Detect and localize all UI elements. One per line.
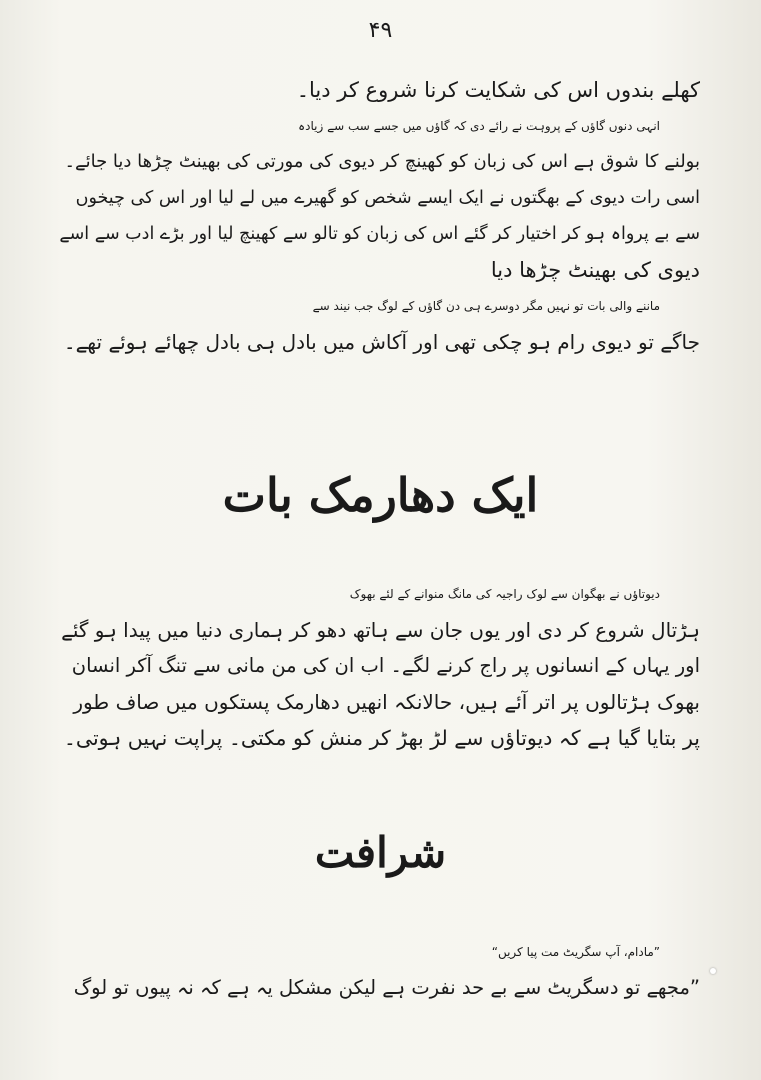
paragraph-line: کھلے بندوں اس کی شکایت کرنا شروع کر دیا۔ xyxy=(296,78,700,102)
paragraph-line: ماننے والی بات تو نہیں مگر دوسرے ہی دن گاؤں کے لوگ جب نیند سے xyxy=(312,299,660,313)
paragraph-line: انہی دنوں گاؤں کے پروہت نے رائے دی کہ گاؤں میں جسے سب سے زیادہ xyxy=(298,119,660,133)
section-heading-sharafat: شرافت xyxy=(314,828,447,877)
section-heading-dharmik-baat: ایک دھارمک بات xyxy=(222,468,539,522)
section-dharmik-baat xyxy=(60,576,700,756)
paragraph-line: سے بے پرواہ ہو کر اختیار کر گئے اس کی زبان کو تالو سے کھینچ لیا اور بڑے ادب سے اسے xyxy=(59,224,700,244)
paper-speck xyxy=(710,968,716,974)
section-zaban-story xyxy=(60,72,700,360)
paragraph-line: دیوتاؤں نے بھگوان سے لوک راجیہ کی مانگ منوانے کے لئے بھوک xyxy=(349,587,660,601)
paragraph-line: پر بتایا گیا ہے کہ دیوتاؤں سے لڑ بھڑ کر منش کو مکتی۔ پراپت نہیں ہوتی۔ xyxy=(63,726,700,750)
page-number: ۴۹ xyxy=(368,18,393,43)
paragraph-line: جاگے تو دیوی رام ہو چکی تھی اور آکاش میں بادل ہی بادل چھائے ہوئے تھے۔ xyxy=(63,330,700,354)
paragraph-line: ہڑتال شروع کر دی اور یوں جان سے ہاتھ دھو کر ہماری دنیا میں پیدا ہو گئے xyxy=(61,618,700,642)
section-sharafat xyxy=(60,934,700,1006)
paragraph-line: دیوی کی بھینٹ چڑھا دیا xyxy=(490,258,700,282)
paragraph-line: اسی رات دیوی کے بھگتوں نے ایک ایسے شخص کو گھیرے میں لے لیا اور اس کی چیخوں xyxy=(75,188,700,208)
dialogue-line: ”مادام، آپ سگریٹ مت پیا کریں“ xyxy=(491,945,660,959)
paragraph-line: بولنے کا شوق ہے اس کی زبان کو کھینچ کر دیوی کی مورتی کی بھینٹ چڑھا دیا جائے۔ xyxy=(64,151,700,172)
paragraph-line: بھوک ہڑتالوں پر اتر آئے ہیں، حالانکہ انھیں دھارمک پستکوں میں صاف طور xyxy=(73,690,700,714)
paragraph-line: اور یہاں کے انسانوں پر راج کرنے لگے۔ اب ان کی من مانی سے تنگ آکر انسان xyxy=(71,654,700,677)
dialogue-line: ”مجھے تو دسگریٹ سے بے حد نفرت ہے لیکن مشکل یہ ہے کہ نہ پیوں تو لوگ xyxy=(73,976,700,999)
